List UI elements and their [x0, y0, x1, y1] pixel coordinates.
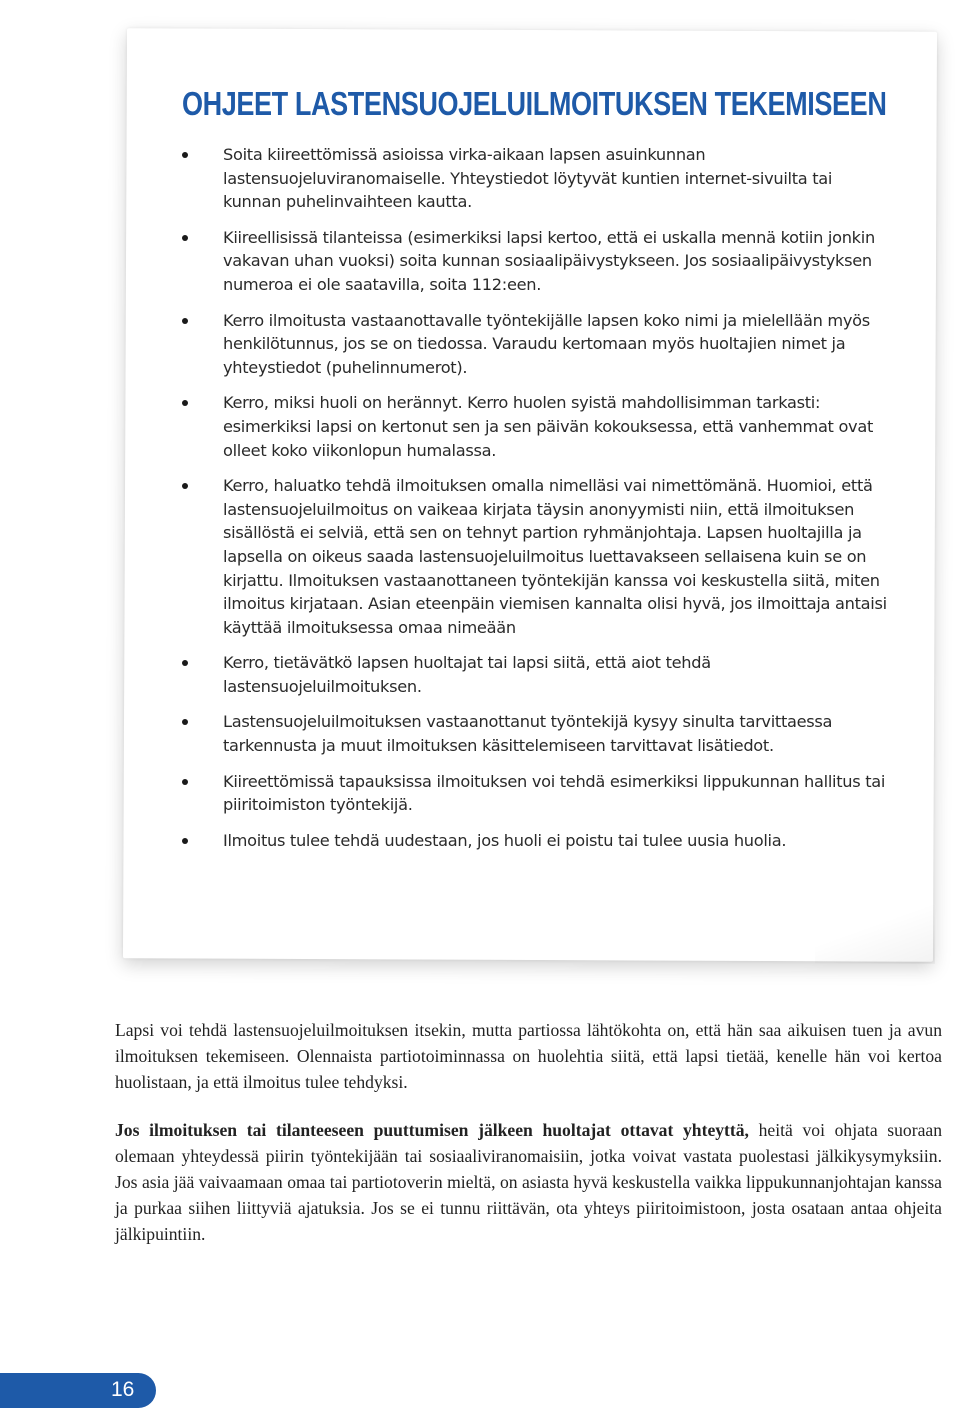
list-item: Kerro ilmoitusta vastaanottavalle työntekijälle lapsen koko nimi ja mielellään myös henkilötunnus, jos se on tiedossa. Varaudu kertomaan myös huoltajien nimet ja yhteystiedot (puhelinnumerot).: [182, 309, 890, 380]
list-item: Ilmoitus tulee tehdä uudestaan, jos huoli ei poistu tai tulee uusia huolia.: [182, 829, 890, 853]
instructions-heading: OHJEET LASTENSUOJELUILMOITUKSEN TEKEMISEEN: [182, 85, 887, 122]
list-item: Kerro, haluatko tehdä ilmoituksen omalla nimelläsi vai nimettömänä. Huomioi, että lastensuojeluilmoitus on vaikeaa kirjata täysin anonyymisti niin, että ilmoituksen sisällöstä ei selviä, että sen on tehnyt partion ryhmänjohtaja. Lapsen huoltajilla ja lapsella on oikeus saada lastensuojeluilmoitus luettavakseen sellaisena kuin se on kirjattu. Ilmoituksen vastaanottaneen työntekijän kanssa voi keskustella siitä, miten ilmoitus kirjataan. Asian eteenpäin viemisen kannalta olisi hyvä, jos ilmoittaja antaisi käyttää ilmoituksessa omaa nimeään: [182, 474, 890, 639]
list-item: Kiireettömissä tapauksissa ilmoituksen voi tehdä esimerkiksi lippukunnan hallitus tai piiritoimiston työntekijä.: [182, 770, 890, 817]
instruction-list: [182, 143, 890, 864]
body-paragraph-2: [115, 1118, 942, 1247]
list-item: Kerro, tietävätkö lapsen huoltajat tai lapsi siitä, että aiot tehdä lastensuojeluilmoituksen.: [182, 651, 890, 698]
list-item: Lastensuojeluilmoituksen vastaanottanut työntekijä kysyy sinulta tarvittaessa tarkennusta ja muut ilmoituksen käsittelemiseen tarvittavat lisätiedot.: [182, 710, 890, 757]
list-item: Kiireellisissä tilanteissa (esimerkiksi lapsi kertoo, että ei uskalla mennä kotiin jonkin vakavan uhan vuoksi) soita kunnan sosiaalipäivystykseen. Jos sosiaalipäivystyksen numeroa ei ole saatavilla, soita 112:een.: [182, 226, 890, 297]
body-paragraph-2-lead: Jos ilmoituksen tai tilanteeseen puuttumisen jälkeen huoltajat ottavat yhteyttä,: [115, 1120, 749, 1141]
body-text: [115, 1018, 942, 1270]
list-item: Soita kiireettömissä asioissa virka-aikaan lapsen asuinkunnan lastensuojeluviranomaiselle. Yhteystiedot löytyvät kuntien internet-sivuilta tai kunnan puhelinvaihteen kautta.: [182, 143, 890, 214]
body-paragraph-1: Lapsi voi tehdä lastensuojeluilmoituksen itsekin, mutta partiossa lähtökohta on, että hän saa aikuisen tuen ja avun ilmoituksen tekemiseen. Olennaista partiotoiminnassa on huolehtia siitä, että lapsi tietää, kenelle hän voi kertoa huolistaan, ja että ilmoitus tulee tehdyksi.: [115, 1020, 942, 1092]
list-item: Kerro, miksi huoli on herännyt. Kerro huolen syistä mahdollisimman tarkasti: esimerkiksi lapsi on kertonut sen ja sen päivän kokouksessa, että vanhemmat ovat olleet koko viikonlopun humalassa.: [182, 391, 890, 462]
body-paragraph-2-rest: heitä voi ohjata suoraan olemaan yhteydessä piirin työntekijään tai sosiaaliviranomaisiin, jotka voivat vastata puolestasi jälkikysymyksiin. Jos asia jää vaivaamaan omaa tai partiotoverin mieltä, on asiasta hyvä keskustella vaikka lippukunnanjohtajan kanssa ja purkaa siihen liittyviä ajatuksia. Jos se ei tunnu riittävän, ota yhteys piiritoimistoon, josta osataan antaa ohjeita jälkipuintiin.: [115, 1120, 943, 1244]
page-number: 16: [111, 1378, 135, 1401]
card-fold-shadow: [815, 903, 935, 964]
